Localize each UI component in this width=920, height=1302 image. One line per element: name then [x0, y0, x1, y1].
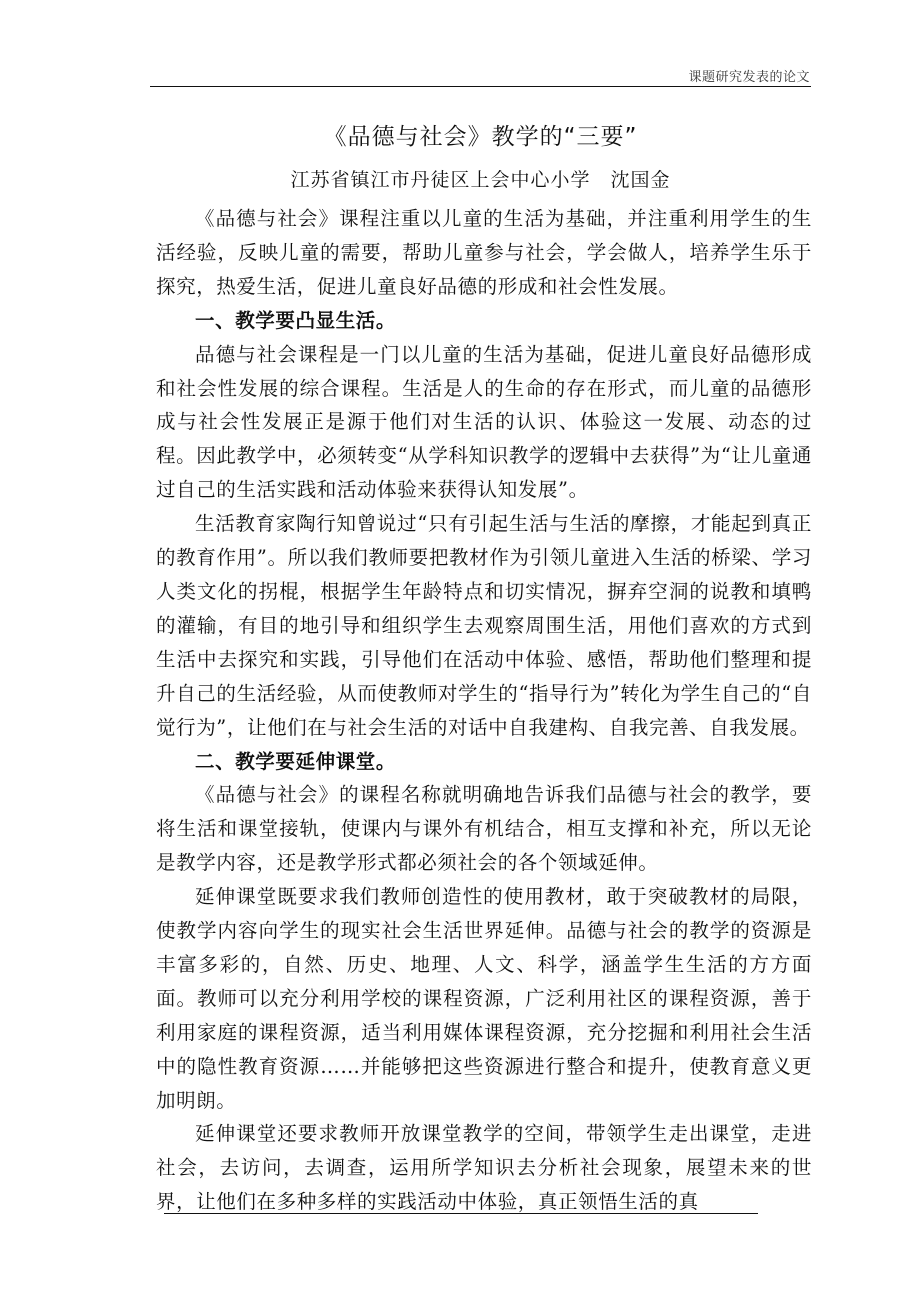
section1-paragraph: 生活教育家陶行知曾说过“只有引起生活与生活的摩擦，才能起到真正的教育作用”。所以我们教师要把教材作为引领儿童进入生活的桥梁、学习人类文化的拐棍，根据学生年龄特点和切实情况，摒弃空洞的说教和填鸭的灌输，有目的地引导和组织学生去观察周围生活，用他们喜欢的方式到生活中去探究和实践，引导他们在活动中体验、感悟，帮助他们整理和提升自己的生活经验，从而使教师对学生的“指导行为”转化为学生自己的“自觉行为”，让他们在与社会生活的对话中自我建构、自我完善、自我发展。: [156, 512, 812, 739]
section2-paragraph: 《品德与社会》的课程名称就明确地告诉我们品德与社会的教学，要将生活和课堂接轨，使课内与课外有机结合，相互支撑和补充，所以无论是教学内容，还是教学形式都必须社会的各个领域延伸。: [156, 783, 812, 875]
section2-paragraph: 延伸课堂既要求我们教师创造性的使用教材，敢于突破教材的局限，使教学内容向学生的现实社会生活世界延伸。品德与社会的教学的资源是丰富多彩的，自然、历史、地理、人文、科学，涵盖学生生活的方方面面。教师可以充分利用学校的课程资源，广泛利用社区的课程资源，善于利用家庭的课程资源，适当利用媒体课程资源，充分挖掘和利用社会生活中的隐性教育资源……并能够把这些资源进行整合和提升，使教育意义更加明朗。: [156, 885, 812, 1112]
article-title: 《品德与社会》教学的“三要”: [323, 124, 638, 150]
header-divider: [150, 86, 811, 87]
section2-paragraph: 延伸课堂还要求教师开放课堂教学的空间，带领学生走出课堂，走进社会，去访问，去调查，运用所学知识去分析社会现象，展望未来的世界，让他们在多种多样的实践活动中体验，真正领悟生活的真: [156, 1122, 812, 1214]
footer-divider: [164, 1213, 758, 1214]
running-header: 课题研究发表的论文: [688, 70, 810, 85]
intro-paragraph: 《品德与社会》课程注重以儿童的生活为基础，并注重利用学生的生活经验，反映儿童的需要，帮助儿童参与社会，学会做人，培养学生乐于探究，热爱生活，促进儿童良好品德的形成和社会性发展。: [156, 207, 812, 298]
section-heading-2: 二、教学要延伸课堂。: [195, 749, 397, 773]
author-line: 江苏省镇江市丹徒区上会中心小学 沈国金: [290, 169, 671, 191]
section1-paragraph: 品德与社会课程是一门以儿童的生活为基础，促进儿童良好品德形成和社会性发展的综合课程。生活是人的生命的存在形式，而儿童的品德形成与社会性发展正是源于他们对生活的认识、体验这一发展、动态的过程。因此教学中，必须转变“从学科知识教学的逻辑中去获得”为“让儿童通过自己的生活实践和活动体验来获得认知发展”。: [156, 342, 812, 502]
section-heading-1: 一、教学要凸显生活。: [195, 308, 397, 332]
article-body: [156, 202, 812, 1219]
